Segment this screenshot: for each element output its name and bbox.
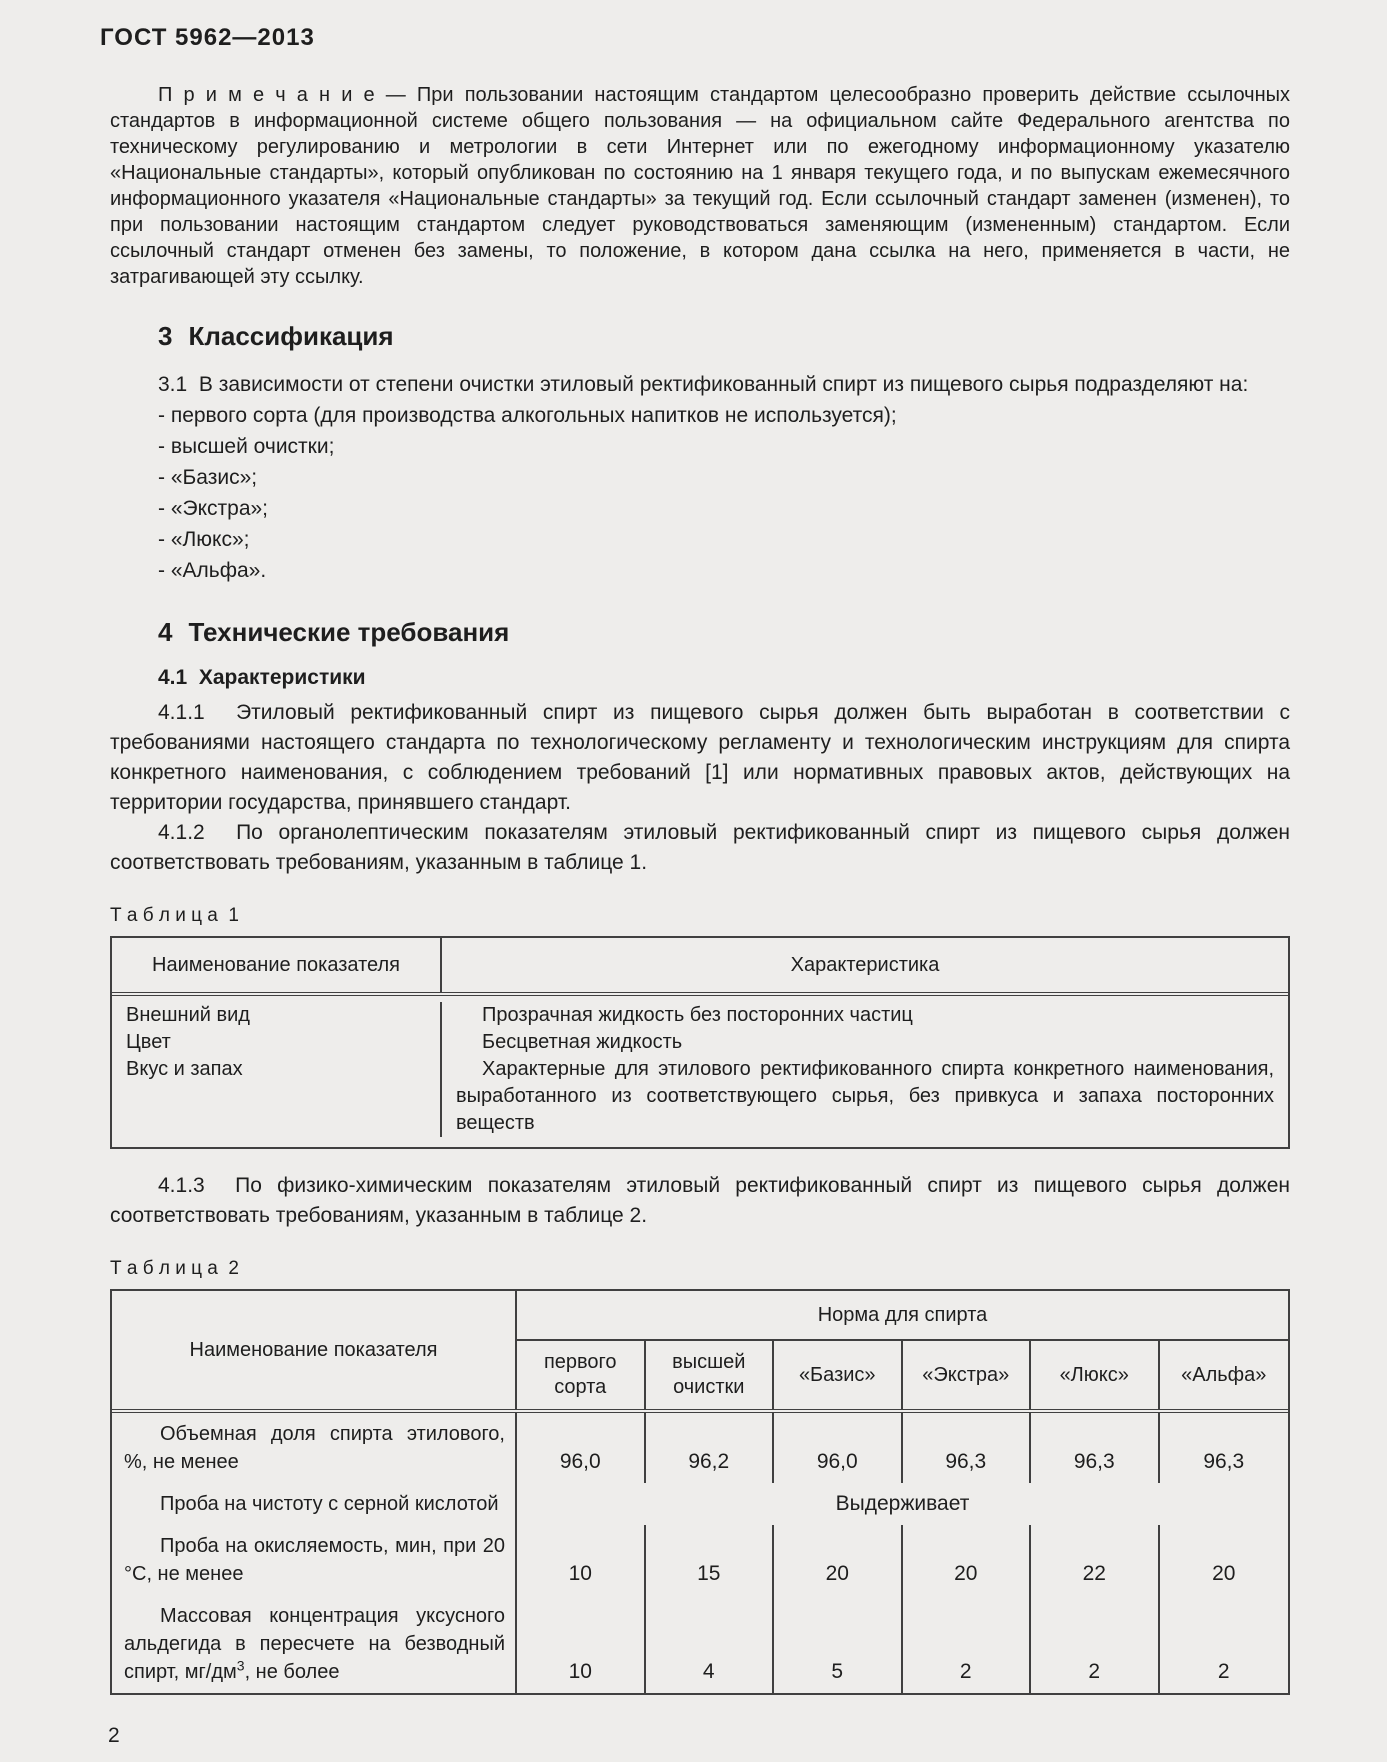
- table-row: [112, 1595, 1288, 1693]
- table-cell-name: Внешний вид: [112, 1002, 442, 1029]
- row-label-text: Массовая концентрация уксусного альдегида в пересчете на безводный спирт, мг/дм: [124, 1605, 505, 1683]
- column-header: «Люкс»: [1031, 1341, 1160, 1409]
- table-cell-value: Характерные для этилового ректификованного спирта конкретного наименования, выработанного из соответствующего сырья, без привкуса и запаха посторонних веществ: [456, 1058, 1274, 1134]
- classification-list: [110, 400, 1290, 586]
- table-row: [112, 1056, 1288, 1137]
- table-2-body: [112, 1413, 1288, 1693]
- value-cell: 96,0: [774, 1413, 903, 1483]
- table-row: [112, 1002, 1288, 1029]
- list-item: - «Экстра»;: [158, 497, 269, 520]
- value-cell: 2: [903, 1595, 1032, 1693]
- value-cell: 96,2: [646, 1413, 775, 1483]
- column-header: «Базис»: [774, 1341, 903, 1409]
- table-cell-value: Бесцветная жидкость: [482, 1031, 683, 1053]
- value-cell: 20: [1212, 1562, 1236, 1585]
- column-header: «Экстра»: [903, 1341, 1032, 1409]
- row-label-text: , не более: [244, 1661, 340, 1683]
- value-cell: 20: [903, 1525, 1032, 1595]
- value-cell: 10: [517, 1595, 646, 1693]
- table-row: [112, 1413, 1288, 1483]
- value-cell: 15: [646, 1525, 775, 1595]
- section-4-heading: [110, 616, 1290, 648]
- table-1-header-characteristic: Характеристика: [790, 954, 940, 976]
- value-cell: 4: [646, 1595, 775, 1693]
- paragraph-3-1: 3.1 В зависимости от степени очистки этиловый ректификованный спирт из пищевого сырья подразделяют на:: [158, 373, 1249, 396]
- value-cell: 5: [774, 1595, 903, 1693]
- table-2-header: [112, 1291, 1288, 1413]
- paragraph-4-1-3: 4.1.3 По физико-химическим показателям этиловый ректификованный спирт из пищевого сырья должен соответствовать требованиям, указанным в таблице 2.: [110, 1174, 1290, 1227]
- value-cell: 96,3: [903, 1413, 1032, 1483]
- superscript: 3: [236, 1657, 245, 1674]
- list-item: - высшей очистки;: [158, 435, 335, 458]
- paragraph-4-1-1: 4.1.1 Этиловый ректификованный спирт из пищевого сырья должен быть выработан в соответствии с требованиями настоящего стандарта по технологическому регламенту и технологическим инструкциям для спирта конкретного наименования, с соблюдением требований [1] или нормативных правовых актов, действующих на территории государства, принявшего стандарт.: [110, 701, 1290, 814]
- doc-code: ГОСТ 5962—2013: [100, 24, 315, 51]
- section-4-1-heading: 4.1 Характеристики: [158, 666, 366, 689]
- value-cell: 20: [774, 1525, 903, 1595]
- table-2-caption: Т а б л и ц а 2: [110, 1258, 240, 1279]
- table-1-header-name: Наименование показателя: [112, 938, 442, 992]
- list-item: - «Альфа».: [158, 559, 267, 582]
- paragraph-4-1-2: 4.1.2 По органолептическим показателям этиловый ректификованный спирт из пищевого сырья должен соответствовать требованиям, указанным в таблице 1.: [110, 821, 1290, 874]
- note-paragraph: [110, 82, 1290, 290]
- page-number: 2: [108, 1724, 120, 1747]
- value-cell: 2: [1217, 1660, 1230, 1683]
- spanning-value-cell: Выдерживает: [835, 1492, 970, 1515]
- list-item: - первого сорта (для производства алкогольных напитков не используется);: [158, 404, 897, 427]
- value-cell: 96,3: [1031, 1413, 1160, 1483]
- section-3-title: Классификация: [188, 321, 394, 351]
- column-header: первого сорта: [517, 1341, 646, 1409]
- section-4-title: Технические требования: [188, 617, 510, 647]
- table-cell-name: Вкус и запах: [112, 1056, 442, 1137]
- section-3-heading: [110, 320, 1290, 352]
- note-label: П р и м е ч а н и е: [158, 84, 375, 106]
- table-cell-name: Цвет: [112, 1029, 442, 1056]
- table-row: [112, 1483, 1288, 1525]
- value-cell: 96,0: [517, 1413, 646, 1483]
- list-item: - «Люкс»;: [158, 528, 250, 551]
- row-label: Проба на чистоту с серной кислотой: [112, 1483, 517, 1525]
- row-label: Проба на окисляемость, мин, при 20 °С, не менее: [112, 1525, 517, 1595]
- table-2-header-name: Наименование показателя: [112, 1291, 517, 1409]
- table-row: [112, 1525, 1288, 1595]
- section-4-number: 4: [158, 617, 173, 647]
- table-cell-value: Прозрачная жидкость без посторонних частиц: [482, 1004, 913, 1026]
- table-2-group-header: Норма для спирта: [517, 1291, 1288, 1341]
- value-cell: 10: [517, 1525, 646, 1595]
- table-2: [110, 1289, 1290, 1695]
- row-label: [112, 1595, 517, 1693]
- value-cell: 2: [1031, 1595, 1160, 1693]
- table-1-caption: Т а б л и ц а 1: [110, 905, 240, 926]
- table-1-header: [112, 938, 1288, 996]
- table-1: [110, 936, 1290, 1149]
- note-text: — При пользовании настоящим стандартом целесообразно проверить действие ссылочных стандартов в информационной системе общего пользования — на официальном сайте Федерального агентства по техническому регулированию и метрологии в сети Интернет или по ежегодному информационному указателю «Национальные стандарты», который опубликован по состоянию на 1 января текущего года, и по выпускам ежемесячного информационного указателя «Национальные стандарты» за текущий год. Если ссылочный стандарт заменен (изменен), то при пользовании настоящим стандартом следует руководствоваться заменяющим (измененным) стандартом. Если ссылочный стандарт отменен без замены, то положение, в котором дана ссылка на него, применяется в части, не затрагивающей эту ссылку.: [110, 84, 1291, 288]
- value-cell: 22: [1031, 1525, 1160, 1595]
- table-2-column-headers: [517, 1341, 1288, 1409]
- value-cell: 96,3: [1203, 1450, 1245, 1473]
- column-header: «Альфа»: [1181, 1363, 1267, 1386]
- table-1-body: [112, 996, 1288, 1147]
- list-item: - «Базис»;: [158, 466, 258, 489]
- section-3-number: 3: [158, 321, 173, 351]
- row-label: Объемная доля спирта этилового, %, не менее: [112, 1413, 517, 1483]
- table-row: [112, 1029, 1288, 1056]
- table-2-header-norms: [517, 1291, 1288, 1409]
- column-header: высшей очистки: [646, 1341, 775, 1409]
